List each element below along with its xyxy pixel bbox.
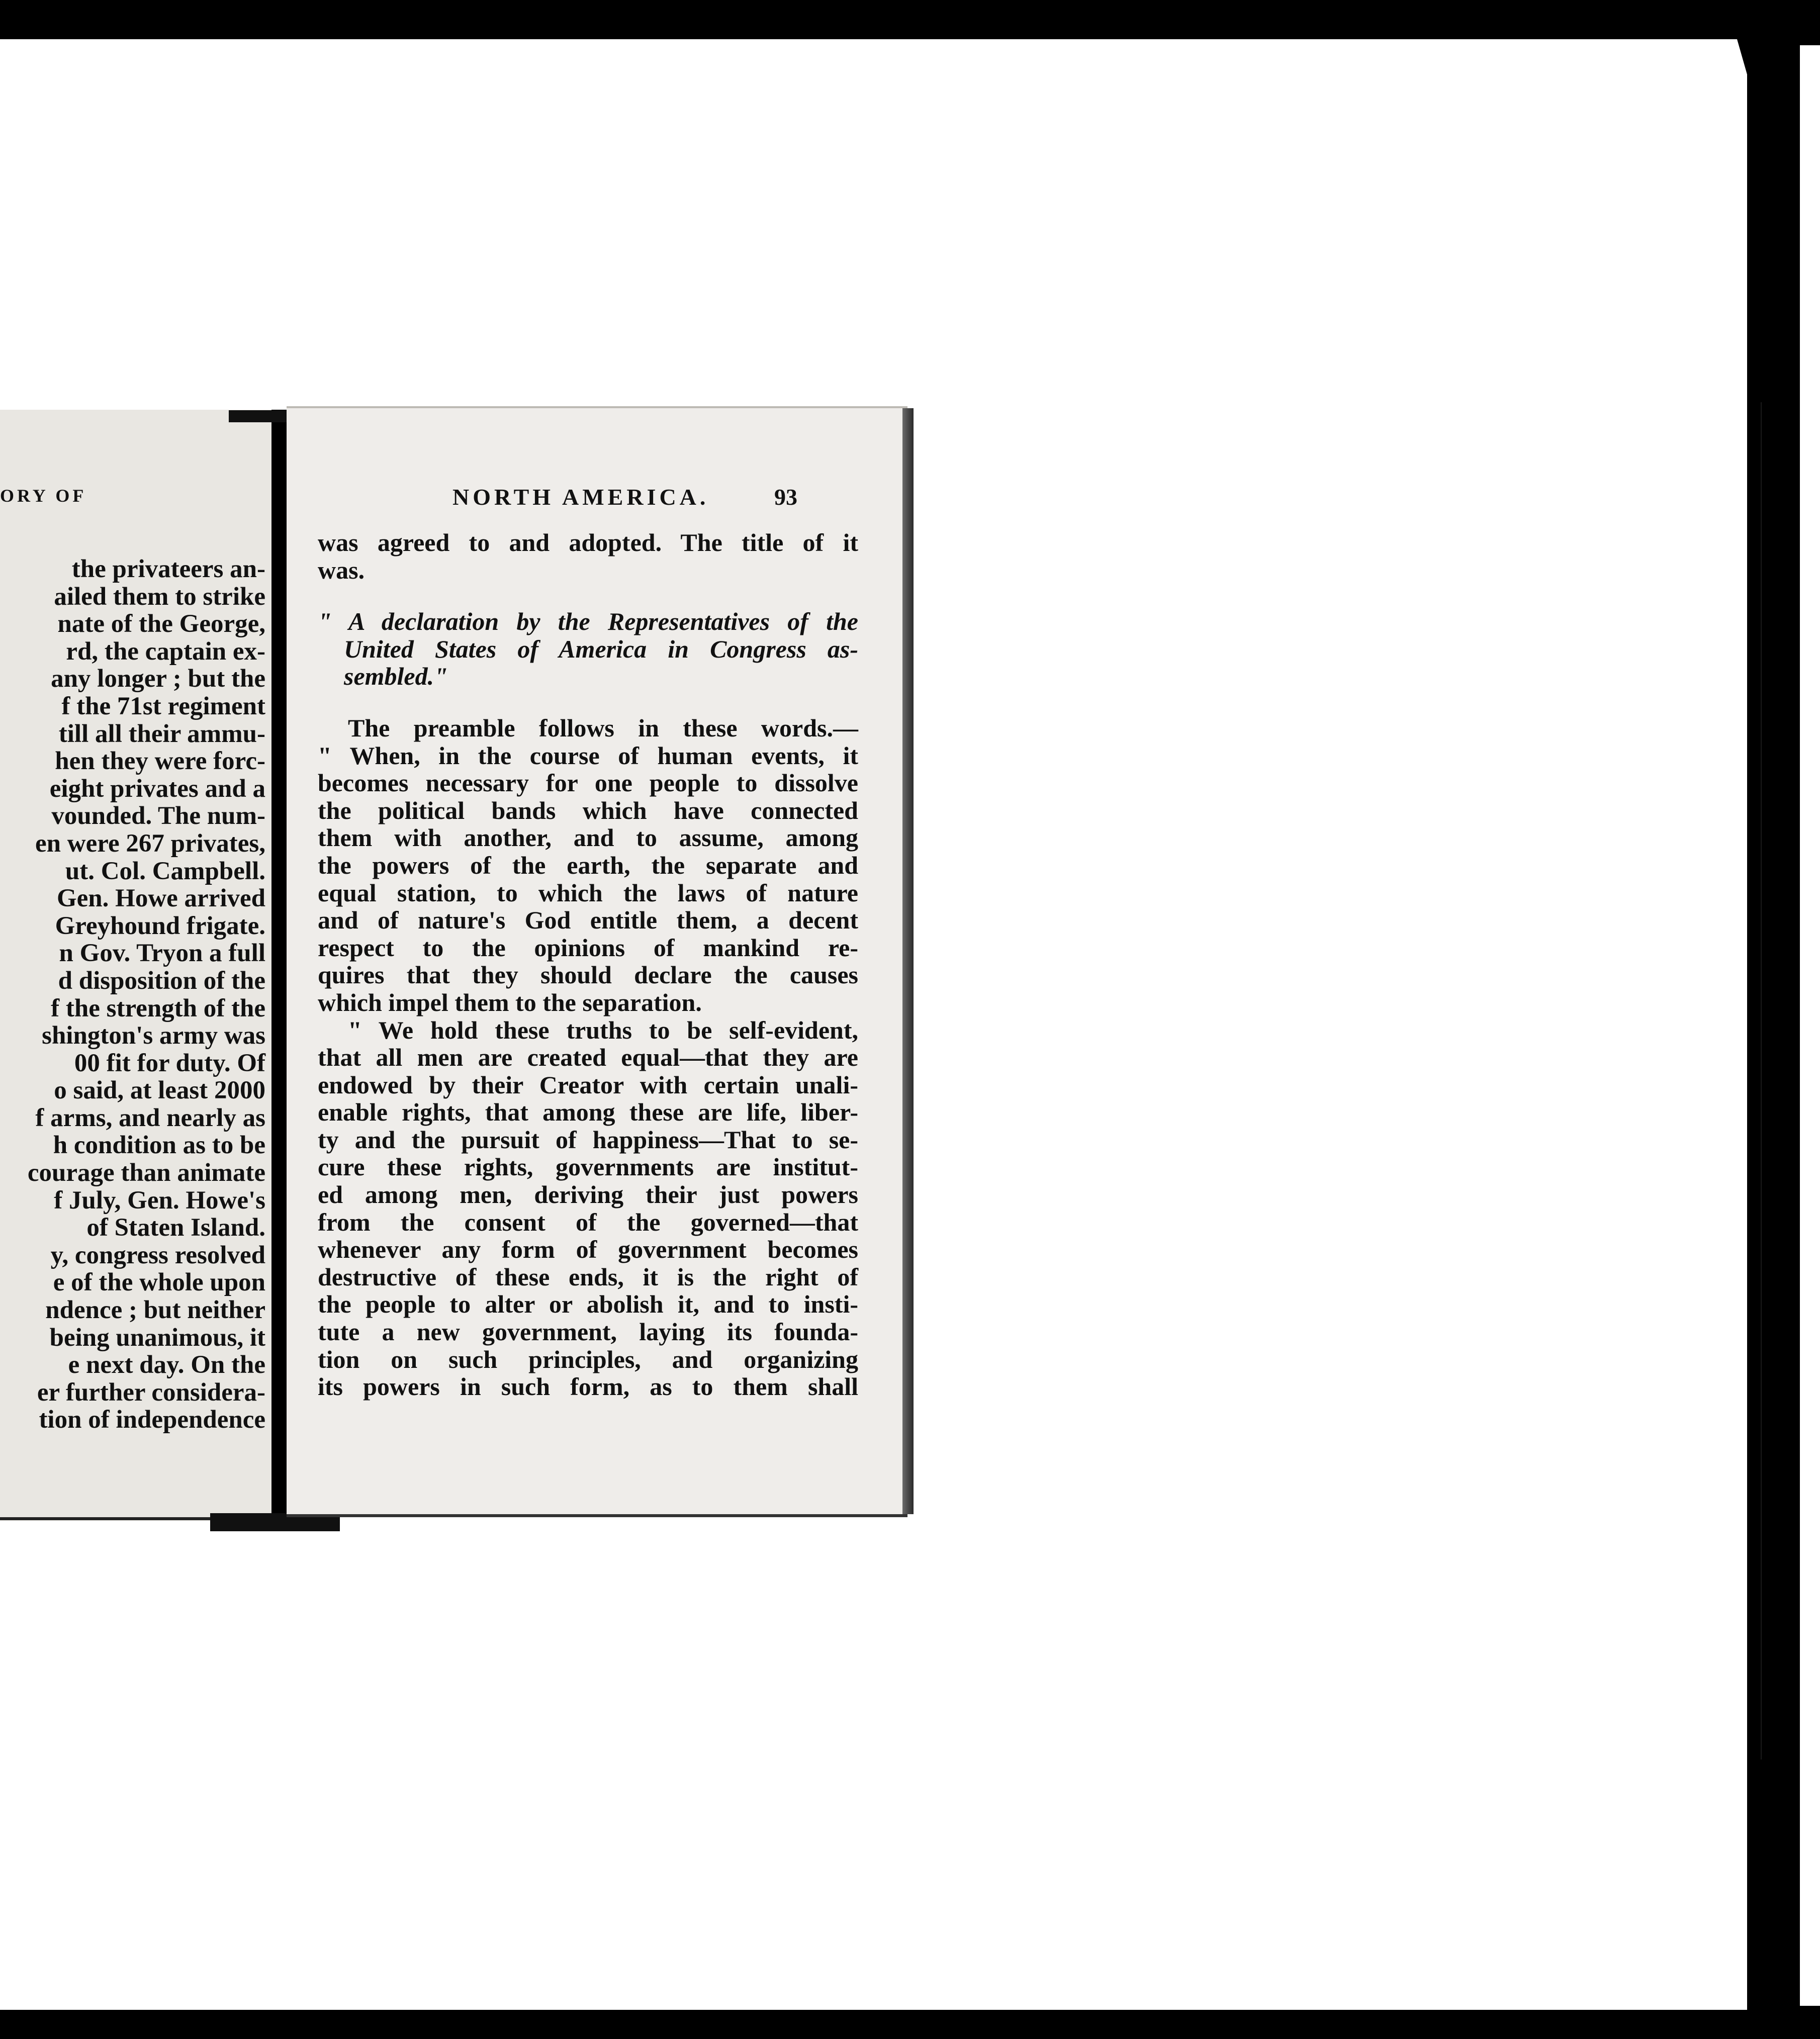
text-line: was. <box>318 555 365 584</box>
left-line: Greyhound frigate. <box>55 911 265 940</box>
text-line: ty and the pursuit of happiness—That to se- <box>318 1125 858 1154</box>
left-line: y, congress resolved <box>50 1241 265 1269</box>
left-line: being unanimous, it <box>49 1323 265 1352</box>
text-line: and of nature's God entitle them, a decent <box>318 906 858 935</box>
text-line: the powers of the earth, the separate and <box>318 851 858 879</box>
left-line: f July, Gen. Howe's <box>54 1186 265 1215</box>
left-line: tion of independence <box>39 1406 265 1434</box>
quote-line: " A declaration by the Representatives of the <box>318 607 858 636</box>
text-line: them with another, and to assume, among <box>318 823 858 852</box>
text-line: cure these rights, governments are institut- <box>318 1153 858 1181</box>
left-running-head: ORY OF <box>0 486 87 506</box>
text-line: tute a new government, laying its founda- <box>318 1318 858 1346</box>
text-line: which impel them to the separation. <box>318 988 702 1016</box>
text-line: ed among men, deriving their just powers <box>318 1180 858 1209</box>
left-line: vounded. The num- <box>51 802 265 830</box>
text-line: was agreed to and adopted. The title of it <box>318 528 858 557</box>
left-line: en were 267 privates, <box>35 829 265 858</box>
right-page <box>287 406 907 1517</box>
text-line: its powers in such form, as to them shall <box>318 1372 858 1401</box>
left-line: er further considera- <box>37 1378 265 1407</box>
text-line: quires that they should declare the causes <box>318 961 858 989</box>
text-line: endowed by their Creator with certain unali- <box>318 1070 858 1099</box>
quote-line: United States of America in Congress as- <box>344 634 858 663</box>
left-page-text <box>0 555 265 1434</box>
page-number: 93 <box>774 484 797 510</box>
left-line: hen they were forc- <box>55 747 265 776</box>
left-line: nate of the George, <box>57 610 265 638</box>
left-line: ndence ; but neither <box>45 1296 265 1325</box>
text-line: from the consent of the governed—that <box>318 1208 858 1236</box>
left-page <box>0 410 292 1521</box>
text-line: whenever any form of government becomes <box>318 1235 858 1264</box>
left-line: ut. Col. Campbell. <box>65 857 265 885</box>
text-line: respect to the opinions of mankind re- <box>318 933 858 962</box>
left-line: eight privates and a <box>49 774 265 803</box>
left-line: f the 71st regiment <box>61 692 265 720</box>
text-line: enable rights, that among these are life, liber- <box>318 1098 858 1127</box>
running-head: NORTH AMERICA. <box>452 484 709 510</box>
left-line: f arms, and nearly as <box>35 1103 265 1132</box>
left-line: of Staten Island. <box>86 1214 265 1242</box>
left-line: f the strength of the <box>51 994 265 1023</box>
text-line: " We hold these truths to be self-evident, <box>348 1015 858 1044</box>
left-line: h condition as to be <box>53 1131 265 1160</box>
left-line: n Gov. Tryon a full <box>59 939 265 968</box>
page-edge-shadow <box>902 408 914 1514</box>
text-line: destructive of these ends, it is the right of <box>318 1262 858 1291</box>
text-line: equal station, to which the laws of nature <box>318 878 858 907</box>
text-line: The preamble follows in these words.— <box>348 713 858 742</box>
text-line: becomes necessary for one people to dissolve <box>318 769 858 797</box>
adjacent-frame-edge <box>1800 45 1820 2006</box>
left-line: rd, the captain ex- <box>66 637 265 666</box>
text-line: that all men are created equal—that they are <box>318 1043 858 1072</box>
book-gutter <box>271 410 287 1521</box>
page-body-text <box>318 529 858 1401</box>
left-line: any longer ; but the <box>51 665 265 693</box>
text-line: tion on such principles, and organizing <box>318 1345 858 1373</box>
left-line: Gen. Howe arrived <box>57 884 265 913</box>
left-line: shington's army was <box>42 1022 265 1050</box>
left-line: d disposition of the <box>58 966 265 995</box>
left-line: o said, at least 2000 <box>54 1076 265 1105</box>
adjacent-frame-line <box>1761 402 1762 1759</box>
text-line: the political bands which have connected <box>318 796 858 824</box>
quote-line: sembled." <box>344 662 448 691</box>
left-line: 00 fit for duty. Of <box>74 1049 265 1077</box>
left-line: courage than animate <box>27 1159 265 1187</box>
left-line: ailed them to strike <box>54 582 265 611</box>
text-line: the people to alter or abolish it, and to insti- <box>318 1290 858 1319</box>
left-line: till all their ammu- <box>58 719 265 748</box>
left-line: the privateers an- <box>71 555 265 583</box>
left-line: e next day. On the <box>68 1351 265 1379</box>
left-line: e of the whole upon <box>53 1268 265 1297</box>
text-line: " When, in the course of human events, it <box>318 741 858 770</box>
